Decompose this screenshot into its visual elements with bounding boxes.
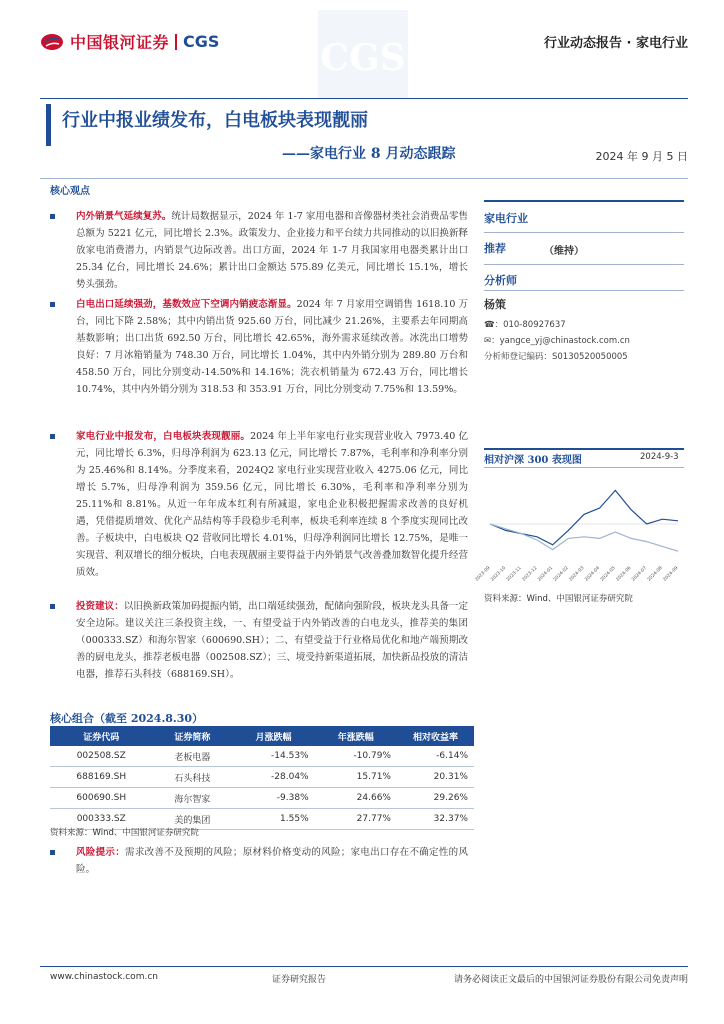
- table-header: 年涨跌幅: [315, 726, 397, 746]
- analyst-email[interactable]: ✉：yangce_yj@chinastock.com.cn: [484, 336, 630, 346]
- bullet-text: 2024 年 7 月家用空调销售 1618.10 万台，同比下降 2.58%；其中内销出货 925.60 万台，同比减少 21.26%，主要系去年同期高基数影响；出口出货 692.50 万台，同比增长 42.65%，海外需求延续改善。冰洗出口增势良好：7 月冰箱销量为 748.30 万台，同比增长 1.04%，其中内外销分别为 289.80 万台和 458.50 万台，同比分别变动-14.50%和 14.16%；洗衣机销量为 672.43 万台，同比增长 10.74%，其中内外销分别为 318.53 和 353.91 万台，同比分别变动 7.75%和 13.59%。: [76, 299, 468, 395]
- table-cell: 27.77%: [315, 809, 397, 830]
- table-cell: -14.53%: [232, 746, 314, 767]
- right-col-rule: [484, 232, 684, 233]
- bullet-marker: [50, 850, 55, 855]
- table-cell: 002508.SZ: [50, 746, 153, 767]
- footer-website[interactable]: www.chinastock.com.cn: [50, 972, 158, 982]
- table-cell: 24.66%: [315, 788, 397, 809]
- analyst-cert: 分析师登记编码：S0130520050005: [484, 352, 628, 362]
- table-cell: 石头科技: [153, 767, 233, 788]
- table-row: [50, 788, 474, 809]
- chart-date: 2024-9-3: [640, 452, 679, 462]
- bullet-interim-results: [50, 428, 468, 581]
- table-cell: -10.79%: [315, 746, 397, 767]
- table-header: 证券简称: [153, 726, 233, 746]
- cgs-watermark-icon: [318, 10, 408, 98]
- table-cell: 000333.SZ: [50, 809, 153, 830]
- series-line-1: [490, 524, 678, 551]
- chart-title-rule: [484, 467, 684, 468]
- right-col-rule: [484, 264, 684, 265]
- core-views-heading: 核心观点: [50, 186, 90, 197]
- table-source: 资料来源：Wind、中国银河证券研究院: [50, 828, 199, 838]
- table-cell: 美的集团: [153, 809, 233, 830]
- analyst-name: 杨策: [484, 298, 506, 311]
- table-header: 相对收益率: [397, 726, 474, 746]
- portfolio-title: 核心组合（截至 2024.8.30）: [50, 712, 204, 725]
- x-tick-label: 2023-10: [490, 565, 508, 583]
- bullet-text: 统计局数据显示，2024 年 1-7 家用电器和音像器材类社会消费品零售总额为 5221 亿元，同比增长 2.3%。政策发力、企业接力和平台续力共同推动的以旧换新释放家电消费潜力，内销景气边际改善。出口方面，2024 年 1-7 月我国家用电器类累计出口 25.34 亿台，同比增长 24.6%；累计出口金额达 575.89 亿美元，同比增长 15.1%，增长势头强劲。: [76, 211, 468, 290]
- bullet-text: 2024 年上半年家电行业实现营业收入 7973.40 亿元，同比增长 6.3%，归母净利润为 623.13 亿元，同比增长 7.87%，毛利率和净利率分别为 25.46%和 8.14%。分季度来看，2024Q2 家电行业实现营业收入 4275.06 亿元，同比增长 5.7%，归母净利润为 359.56 亿元，同比增长 6.30%，毛利率和净利率分别为 25.11%和 8.81%。从近一年年成本红利有所减退，家电企业积极把握需求改善的良好机遇，凭借提质增效、优化产品结构等手段稳步毛利率，板块毛利率连续 8 个季度实现同比改善。子板块中，白电板块 Q2 营收同比增长 4.01%，归母净利润同比增长 12.75%，是唯一实现营、利双增长的细分板块，白电表现靓丽主要得益于内外销景气改善叠加数智化提升经营质效。: [76, 431, 468, 578]
- bullet-lead: 白电出口延续强劲，基数效应下空调内销疲态渐显。: [76, 299, 297, 310]
- chart-source: 资料来源：Wind、中国银河证券研究院: [484, 594, 633, 604]
- table-row: [50, 767, 474, 788]
- recommend-label: 推荐: [484, 242, 506, 255]
- x-tick-label: 2024-08: [646, 565, 664, 583]
- page-subtitle: ——家电行业 8 月动态跟踪: [282, 146, 456, 162]
- bullet-text: 需求改善不及预期的风险；原材料价格变动的风险；家电出口存在不确定性的风险。: [76, 847, 468, 875]
- bullet-lead: 投资建议：: [76, 601, 124, 612]
- bullet-lead: 风险提示：: [76, 847, 126, 858]
- chart-title: 相对沪深 300 表现图: [484, 455, 582, 466]
- report-date: 2024 年 9 月 5 日: [595, 150, 688, 163]
- report-type: 行业动态报告 · 家电行业: [544, 36, 688, 51]
- bullet-white-goods: [50, 296, 468, 398]
- analyst-phone: ☎：010-80927637: [484, 320, 566, 330]
- analyst-heading: 分析师: [484, 274, 517, 287]
- table-header: 月涨跌幅: [232, 726, 314, 746]
- x-tick-label: 2024-07: [631, 565, 649, 583]
- bullet-text: 以旧换新政策加码提振内销，出口端延续强劲，配储向强阶段，板块龙头具备一定安全边际。建议关注三条投资主线，一、有望受益于内外销改善的白电龙头，推荐美的集团（000333.SZ）和海尔智家（600690.SH）；二、有望受益于行业格局优化和地产端预期改善的厨电龙头，推荐老板电器（002508.SZ）；三、境受持新渠道拓展，加快新品投放的清洁电器，推荐石头科技（688169.SH）。: [76, 601, 468, 680]
- section-divider: [40, 178, 688, 179]
- x-tick-label: 2024-05: [599, 565, 617, 583]
- table-cell: 15.71%: [315, 767, 397, 788]
- table-cell: 600690.SH: [50, 788, 153, 809]
- chart-top-rule: [484, 448, 684, 450]
- table-header: 证券代码: [50, 726, 153, 746]
- cgs-logo-icon: [40, 32, 64, 52]
- right-col-rule: [484, 290, 684, 291]
- table-cell: 老板电器: [153, 746, 233, 767]
- x-tick-label: 2024-02: [552, 565, 570, 583]
- bullet-lead: 内外销景气延续复苏。: [76, 211, 172, 222]
- x-tick-label: 2024-03: [568, 565, 586, 583]
- industry-label: 家电行业: [484, 212, 528, 225]
- rating-value: （维持）: [544, 246, 584, 257]
- x-tick-label: 2024-09: [662, 565, 680, 583]
- footer-disclaimer: 请务必阅读正文最后的中国银河证券股份有限公司免责声明: [453, 975, 688, 985]
- x-tick-label: 2024-06: [615, 565, 633, 583]
- table-cell: 688169.SH: [50, 767, 153, 788]
- relative-performance-chart: [474, 470, 684, 590]
- logo-cn-text: 中国银河证券: [70, 33, 170, 52]
- table-cell: 海尔智家: [153, 788, 233, 809]
- table-header-row: [50, 726, 474, 746]
- x-tick-label: 2023-11: [505, 565, 523, 583]
- table-cell: 32.37%: [397, 809, 474, 830]
- bullet-risk: [50, 844, 468, 878]
- brand-logo: [40, 30, 219, 53]
- table-cell: -9.38%: [232, 788, 314, 809]
- logo-separator: [175, 34, 177, 50]
- x-tick-label: 2024-04: [584, 565, 602, 583]
- bullet-marker: [50, 434, 55, 439]
- table-cell: 29.26%: [397, 788, 474, 809]
- x-tick-label: 2024-01: [537, 565, 555, 583]
- header-divider: [40, 98, 688, 99]
- table-cell: -28.04%: [232, 767, 314, 788]
- footer-report-type: 证券研究报告: [272, 975, 327, 985]
- page-title: 行业中报业绩发布，白电板块表现靓丽: [62, 110, 368, 131]
- bullet-marker: [50, 604, 55, 609]
- table-cell: 20.31%: [397, 767, 474, 788]
- bullet-domestic-export: [50, 208, 468, 293]
- x-tick-label: 2023-12: [521, 565, 539, 583]
- bullet-investment-advice: [50, 598, 468, 683]
- bullet-marker: [50, 302, 55, 307]
- title-accent-bar: [46, 104, 51, 146]
- right-col-top-rule: [484, 200, 684, 202]
- x-tick-label: 2023-09: [474, 565, 492, 583]
- table-row: [50, 746, 474, 767]
- bullet-lead: 家电行业中报发布，白电板块表现靓丽。: [76, 431, 251, 442]
- table-cell: -6.14%: [397, 746, 474, 767]
- svg-text:CGS: CGS: [320, 37, 406, 79]
- bullet-marker: [50, 214, 55, 219]
- portfolio-table: [50, 726, 474, 830]
- table-cell: 1.55%: [232, 809, 314, 830]
- footer-divider: [40, 966, 688, 967]
- logo-en-text: CGS: [183, 32, 220, 51]
